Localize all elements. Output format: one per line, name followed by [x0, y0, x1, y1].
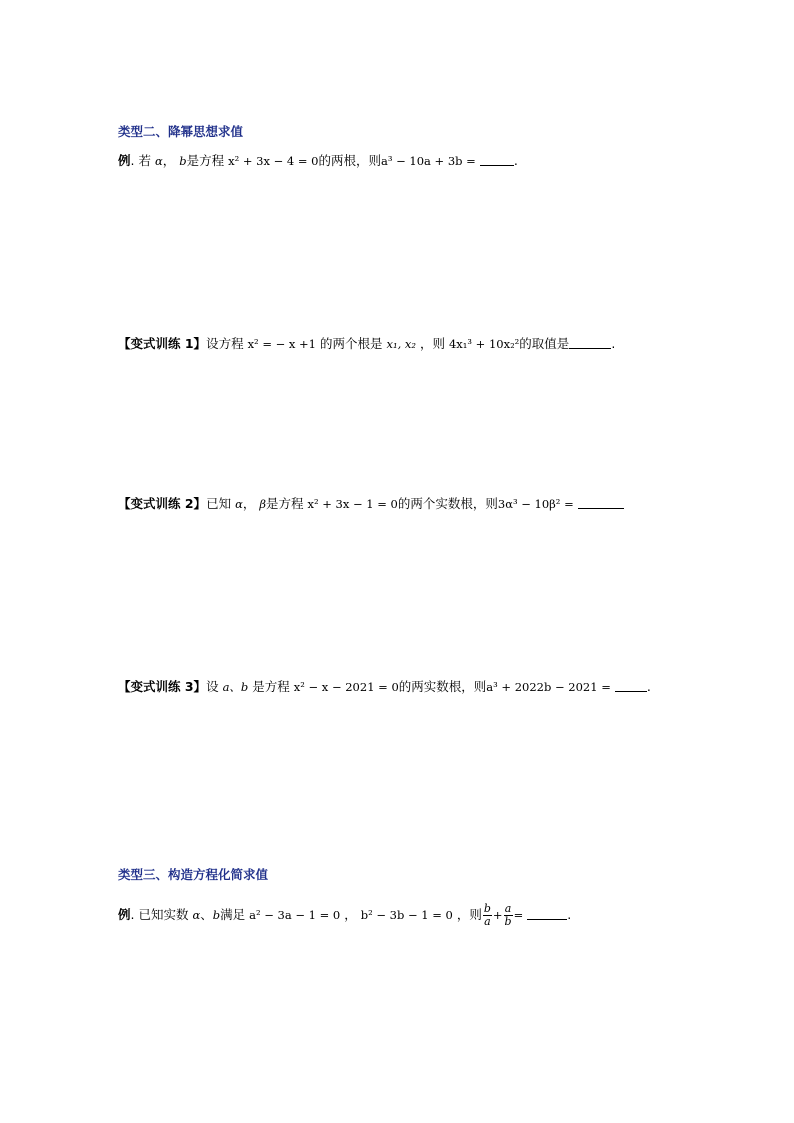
beta-symbol: β [259, 497, 266, 511]
text: ， [162, 153, 176, 168]
denominator: a [484, 915, 491, 928]
text: 的取值是 [519, 336, 570, 351]
section-heading-type3: 类型三、构造方程化简求值 [118, 867, 269, 882]
b-symbol: b [212, 908, 221, 922]
variant-label: 【变式训练 1】 [118, 336, 207, 351]
text: ， [344, 907, 357, 922]
expression: a³ + 2022b − 2021 = [486, 680, 611, 694]
equation: x² − x − 2021 = 0 [293, 680, 399, 694]
period: . [646, 679, 651, 694]
variant-1 [118, 336, 615, 352]
b-symbol: b [179, 154, 187, 168]
period: . [611, 336, 616, 351]
alpha-symbol: α [192, 908, 201, 922]
expression: a³ − 10a + 3b = [381, 154, 476, 168]
answer-blank[interactable] [527, 908, 567, 920]
expression: 3α³ − 10β² = [497, 497, 574, 511]
variant-2 [118, 496, 624, 512]
example-1 [118, 153, 518, 169]
equation: x² = − x +1 [247, 337, 316, 351]
equation-a: a² − 3a − 1 = 0 [249, 908, 341, 922]
alpha-symbol: α [154, 154, 163, 168]
plus-sign: + [492, 908, 503, 922]
variant-label: 【变式训练 3】 [118, 679, 207, 694]
example-label: 例 [118, 907, 131, 922]
text: 是方程 [186, 153, 225, 168]
equation-b: b² − 3b − 1 = 0 [360, 908, 453, 922]
text: 设方程 [206, 336, 244, 351]
section-heading-type2: 类型二、降幂思想求值 [118, 124, 244, 139]
text: 、 [200, 907, 213, 922]
answer-blank[interactable] [615, 680, 647, 692]
period: . [567, 907, 572, 922]
text: 是方程 [266, 496, 304, 511]
text: 已知 [206, 496, 232, 511]
text: . 若 [130, 153, 151, 168]
numerator: b [483, 902, 491, 915]
text: 是方程 [252, 679, 290, 694]
numerator: a [504, 902, 512, 915]
denominator: b [504, 915, 512, 928]
ab-symbols: a、b [222, 680, 249, 694]
text: . 已知实数 [130, 907, 189, 922]
text: ，则 [456, 907, 482, 922]
equation: x² + 3x − 1 = 0 [307, 497, 398, 511]
text: 的两根，则 [318, 153, 381, 168]
text: 的两个实数根，则 [397, 496, 498, 511]
fraction-b-over-a [483, 903, 492, 928]
text: 的两个根是 [319, 336, 383, 351]
alpha-symbol: α [235, 497, 243, 511]
answer-blank[interactable] [569, 337, 611, 349]
variant-label: 【变式训练 2】 [118, 496, 207, 511]
answer-blank[interactable] [480, 154, 514, 166]
equation: x² + 3x − 4 = 0 [228, 154, 319, 168]
roots: x₁, x₂ [386, 337, 416, 351]
expression: 4x₁³ + 10x₂² [448, 337, 520, 351]
fraction-a-over-b [504, 903, 513, 928]
text: ， [242, 496, 256, 511]
period: . [513, 153, 518, 168]
text: ，则 [419, 336, 445, 351]
text: 满足 [220, 907, 246, 922]
equals-sign: = [513, 908, 524, 922]
example-2 [118, 902, 571, 928]
answer-blank[interactable] [578, 497, 624, 509]
variant-3 [118, 679, 651, 695]
example-label: 例 [118, 153, 131, 168]
text: 设 [206, 679, 219, 694]
text: 的两实数根，则 [398, 679, 487, 694]
